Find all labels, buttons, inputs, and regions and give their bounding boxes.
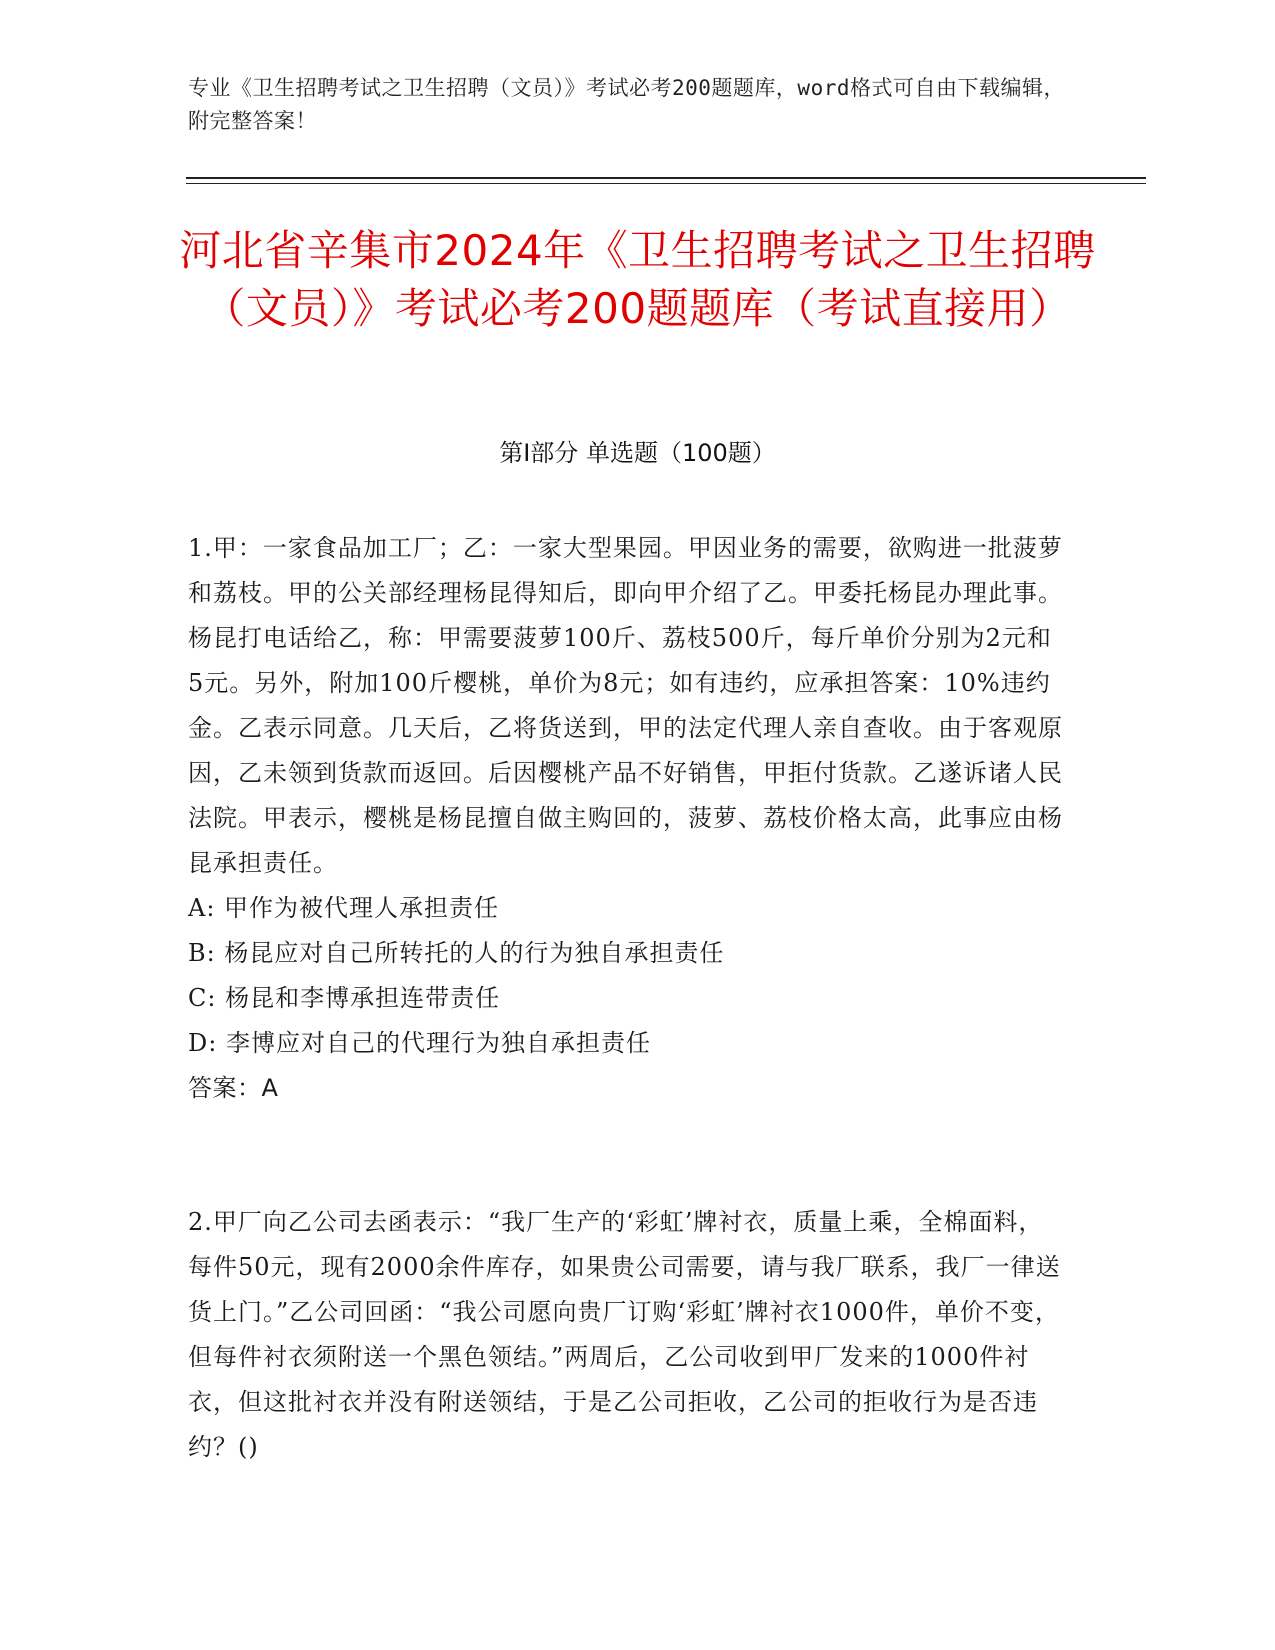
question-2: [188, 1200, 1068, 1470]
header-note: 专业《卫生招聘考试之卫生招聘（文员）》考试必考200题题库，word格式可自由下载编辑，附完整答案！: [188, 76, 1065, 133]
question-stem: 1.甲：一家食品加工厂；乙：一家大型果园。甲因业务的需要，欲购进一批菠萝和荔枝。甲的公关部经理杨昆得知后，即向甲介绍了乙。甲委托杨昆办理此事。杨昆打电话给乙，称：甲需要菠萝100斤、荔枝500斤，每斤单价分别为2元和5元。另外，附加100斤樱桃，单价为8元；如有违约，应承担答案：10%违约金。乙表示同意。几天后，乙将货送到，甲的法定代理人亲自查收。由于客观原因，乙未领到货款而返回。后因樱桃产品不好销售，甲拒付货款。乙遂诉诸人民法院。甲表示，樱桃是杨昆擅自做主购回的，菠萝、荔枝价格太高，此事应由杨昆承担责任。: [188, 534, 1063, 877]
option-b: B: 杨昆应对自己所转托的人的行为独自承担责任: [188, 939, 725, 967]
question-stem: 2.甲厂向乙公司去函表示：“我厂生产的‘彩虹’牌衬衣，质量上乘，全棉面料，每件50元，现有2000余件库存，如果贵公司需要，请与我厂联系，我厂一律送货上门。”乙公司回函：“我公司愿向贵厂订购‘彩虹’牌衬衣1000件，单价不变，但每件衬衣须附送一个黑色领结。”两周后，乙公司收到甲厂发来的1000件衬衣，但这批衬衣并没有附送领结，于是乙公司拒收，乙公司的拒收行为是否违约？(): [188, 1208, 1061, 1461]
header-divider-thin: [186, 183, 1146, 184]
section-title: 第Ⅰ部分 单选题（100题）: [499, 439, 776, 467]
document-title: 河北省辛集市2024年《卫生招聘考试之卫生招聘（文员）》考试必考200题题库（考试直接用）: [179, 226, 1096, 333]
header-divider-thick: [186, 177, 1146, 179]
answer-label: 答案：A: [188, 1074, 279, 1102]
question-1: [188, 526, 1068, 1111]
option-d: D: 李博应对自己的代理行为独自承担责任: [188, 1029, 651, 1057]
option-a: A: 甲作为被代理人承担责任: [188, 894, 500, 922]
option-c: C: 杨昆和李博承担连带责任: [188, 984, 501, 1012]
